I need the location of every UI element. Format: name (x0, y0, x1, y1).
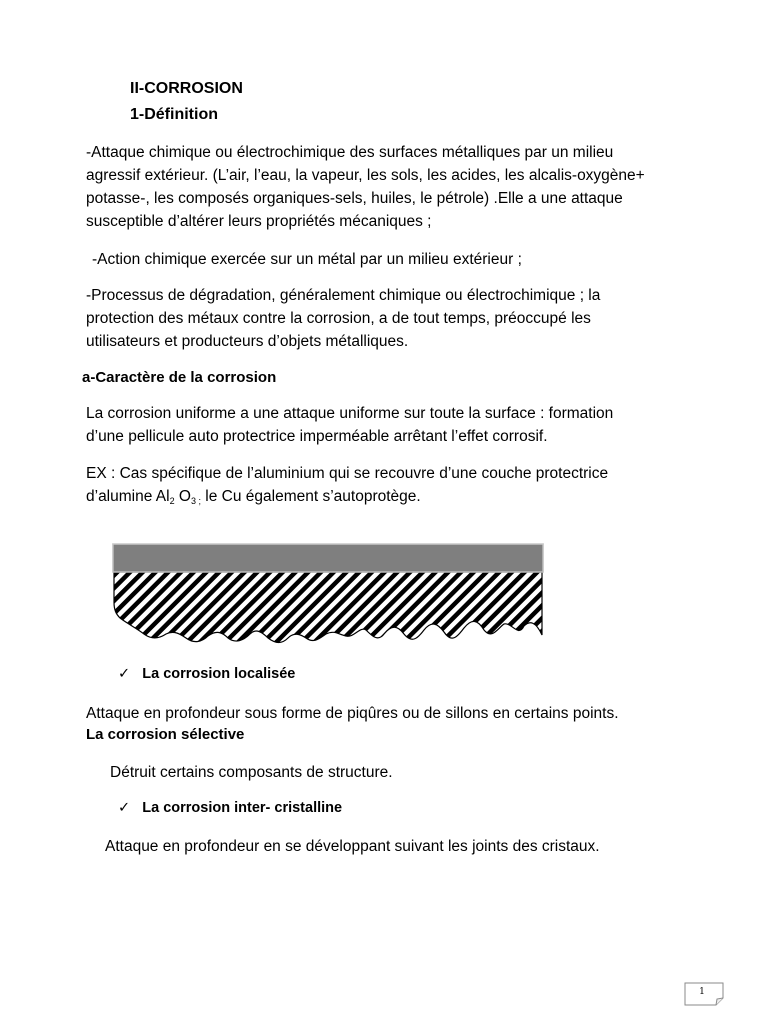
example-prefix: d’alumine Al (86, 488, 170, 505)
text-line: -Attaque chimique ou électrochimique des surfaces métalliques par un milieu (86, 144, 614, 161)
definition-paragraph-2: -Action chimique exercée sur un métal par un milieu extérieur ; (92, 251, 522, 268)
text-line: potasse-, les composés organiques-sels, huiles, le pétrole) .Elle a une attaque (86, 190, 623, 207)
example-line-1: EX : Cas spécifique de l’aluminium qui se recouvre d’une couche protectrice (86, 465, 609, 482)
text-line: La corrosion uniforme a une attaque uniforme sur toute la surface : formation (86, 405, 614, 422)
text-line: -Processus de dégradation, généralement chimique ou électrochimique ; la (86, 287, 601, 304)
page-number: 1 (699, 987, 705, 997)
check-icon: ✓ (118, 800, 131, 816)
intercrystalline-corrosion-item (118, 800, 342, 816)
intercrystalline-corrosion-heading: La corrosion inter- cristalline (142, 800, 343, 816)
oxide-layer (113, 544, 543, 572)
text-line: susceptible d’altérer leurs propriétés mécaniques ; (86, 213, 432, 230)
selective-corrosion-heading: La corrosion sélective (86, 726, 245, 743)
text-line: d’une pellicule auto protectrice imperméable arrêtant l’effet corrosif. (86, 428, 548, 445)
intercrystalline-corrosion-text: Attaque en profondeur en se développant suivant les joints des cristaux. (105, 838, 600, 855)
subscript-3: 3 ; (190, 496, 201, 506)
uniform-corrosion-figure (108, 540, 548, 650)
localized-corrosion-heading: La corrosion localisée (142, 666, 296, 682)
section-title: II-CORROSION (130, 80, 243, 97)
example-suffix: le Cu également s’autoprotège. (200, 488, 421, 505)
example-line-2 (86, 485, 421, 513)
text-line: protection des métaux contre la corrosion, a de tout temps, préoccupé les (86, 310, 591, 327)
selective-corrosion-text: Détruit certains composants de structure. (110, 764, 393, 781)
text-line: agressif extérieur. (L’air, l’eau, la vapeur, les sols, les acides, les alcalis-oxygène+ (86, 167, 645, 184)
localized-corrosion-text (86, 702, 619, 725)
example-mid: O (174, 488, 191, 505)
metal-hatched-body (114, 572, 542, 643)
localized-corrosion-item (118, 666, 295, 682)
subscript-2: 2 (169, 496, 175, 506)
subsection-title: 1-Définition (130, 106, 218, 123)
localized-text: Attaque en profondeur sous forme de piqûres ou de sillons en certains points. (86, 705, 619, 722)
heading-corrosion-character: a-Caractère de la corrosion (82, 369, 277, 386)
text-line: utilisateurs et producteurs d’objets métalliques. (86, 333, 409, 350)
check-icon: ✓ (118, 666, 131, 682)
